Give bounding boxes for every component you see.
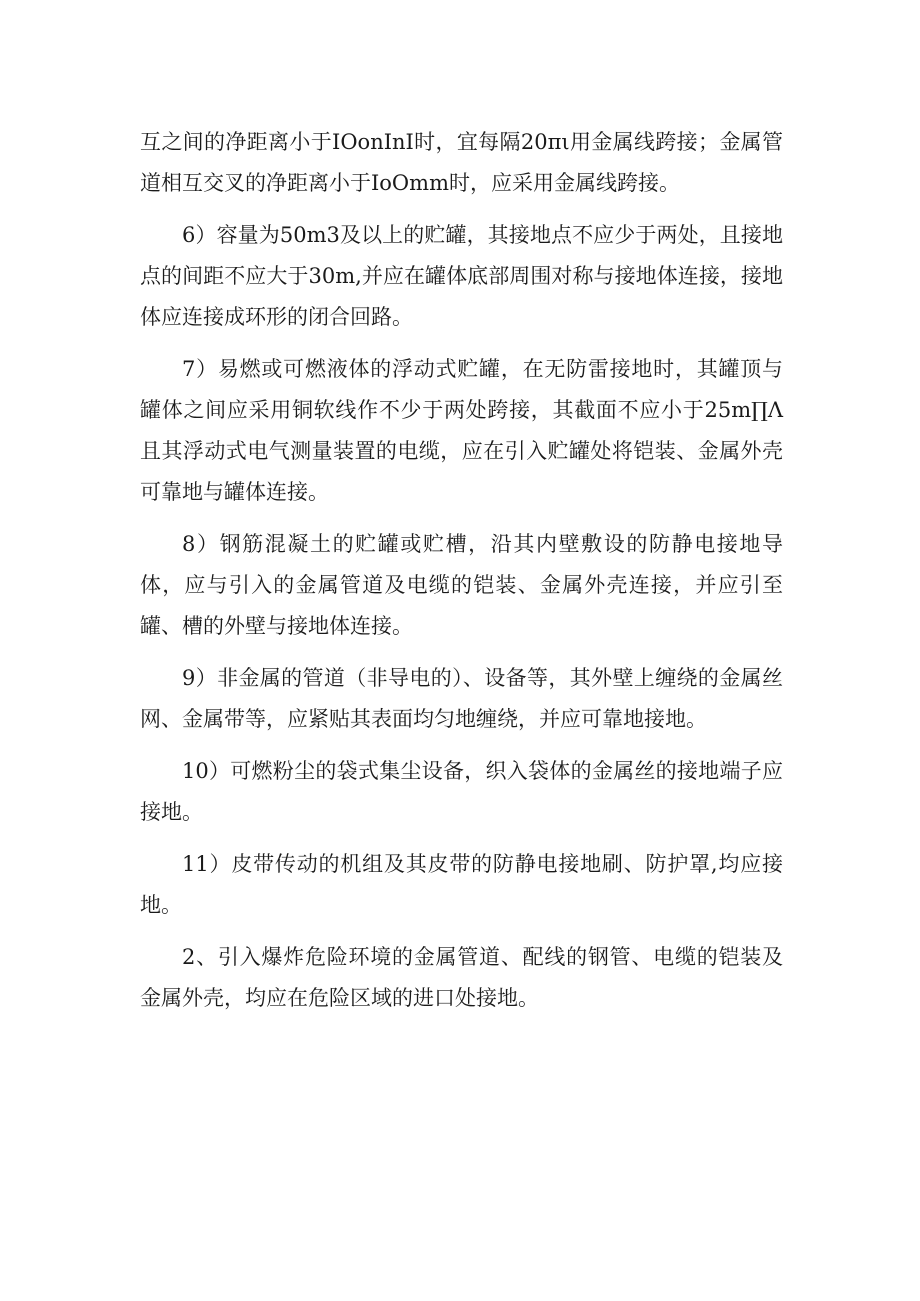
paragraph-item-9: 9）非金属的管道（非导电的）、设备等，其外壁上缠绕的金属丝网、金属带等，应紧贴其表面均匀地缠绕，并应可靠地接地。 bbox=[140, 666, 783, 731]
paragraph-item-10: 10）可燃粉尘的袋式集尘设备，织入袋体的金属丝的接地端子应接地。 bbox=[140, 759, 783, 824]
paragraph-item-6: 6）容量为50m3及以上的贮罐，其接地点不应少于两处，且接地点的间距不应大于30m,并应在罐体底部周围对称与接地体连接，接地体应连接成环形的闭合回路。 bbox=[140, 223, 783, 329]
paragraph-item-8: 8）钢筋混凝土的贮罐或贮槽，沿其内壁敷设的防静电接地导体，应与引入的金属管道及电缆的铠装、金属外壳连接，并应引至罐、槽的外壁与接地体连接。 bbox=[140, 532, 783, 638]
paragraph-item-11: 11）皮带传动的机组及其皮带的防静电接地刷、防护罩,均应接地。 bbox=[140, 852, 783, 917]
document-body bbox=[140, 122, 783, 1030]
paragraph-item-7: 7）易燃或可燃液体的浮动式贮罐，在无防雷接地时，其罐顶与罐体之间应采用铜软线作不少于两处跨接，其截面不应小于25m∏Λ且其浮动式电气测量装置的电缆，应在引入贮罐处将铠装、金属外壳可靠地与罐体连接。 bbox=[140, 357, 783, 504]
paragraph-section-2: 2、引入爆炸危险环境的金属管道、配线的钢管、电缆的铠装及金属外壳，均应在危险区域的进口处接地。 bbox=[140, 945, 783, 1010]
paragraph-continuation: 互之间的净距离小于IOonInI时，宜每隔20πι用金属线跨接；金属管道相互交叉的净距离小于IoOmm时，应采用金属线跨接。 bbox=[140, 130, 783, 195]
